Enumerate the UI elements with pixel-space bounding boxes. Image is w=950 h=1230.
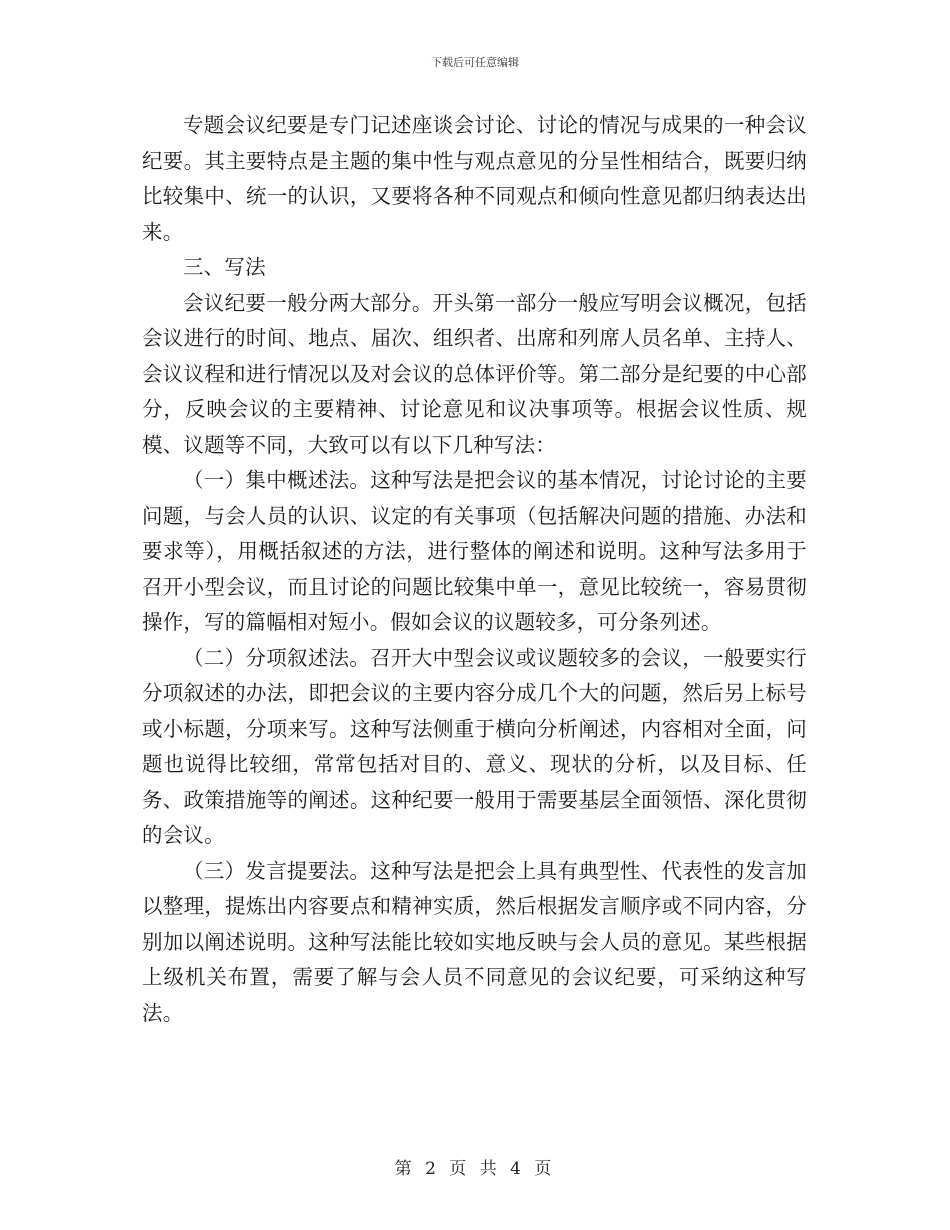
section-heading-writing-method: 三、写法 [183, 255, 266, 279]
page-number: 第 2 页 共 4 页 [394, 1159, 556, 1179]
document-body [142, 108, 807, 1031]
paragraph-method-1: （一）集中概述法。这种写法是把会议的基本情况，讨论讨论的主要问题，与会人员的认识、议定的有关事项（包括解决问题的措施、办法和要求等），用概括叙述的方法，进行整体的阐述和说明。这种写法多用于召开小型会议，而且讨论的问题比较集中单一，意见比较统一，容易贯彻操作，写的篇幅相对短小。假如会议的议题较多，可分条列述。 [142, 468, 807, 634]
paragraph-special-minutes: 专题会议纪要是专门记述座谈会讨论、讨论的情况与成果的一种会议纪要。其主要特点是主题的集中性与观点意见的分呈性相结合，既要归纳比较集中、统一的认识，又要将各种不同观点和倾向性意见都归纳表达出来。 [142, 113, 807, 244]
paragraph-two-parts: 会议纪要一般分两大部分。开头第一部分一般应写明会议概况，包括会议进行的时间、地点、届次、组织者、出席和列席人员名单、主持人、会议议程和进行情况以及对会议的总体评价等。第二部分是纪要的中心部分，反映会议的主要精神、讨论意见和议决事项等。根据会议性质、规模、议题等不同，大致可以有以下几种写法： [142, 290, 807, 457]
paragraph-method-3: （三）发言提要法。这种写法是把会上具有典型性、代表性的发言加以整理，提炼出内容要点和精神实质，然后根据发言顺序或不同内容，分别加以阐述说明。这种写法能比较如实地反映与会人员的意见。某些根据上级机关布置，需要了解与会人员不同意见的会议纪要，可采纳这种写法。 [142, 858, 807, 1025]
page-header: 下载后可任意编辑 [431, 56, 519, 69]
paragraph-method-2: （二）分项叙述法。召开大中型会议或议题较多的会议，一般要实行分项叙述的办法，即把会议的主要内容分成几个大的问题，然后另上标号或小标题，分项来写。这种写法侧重于横向分析阐述，内容相对全面，问题也说得比较细，常常包括对目的、意义、现状的分析，以及目标、任务、政策措施等的阐述。这种纪要一般用于需要基层全面领悟、深化贯彻的会议。 [142, 645, 807, 847]
